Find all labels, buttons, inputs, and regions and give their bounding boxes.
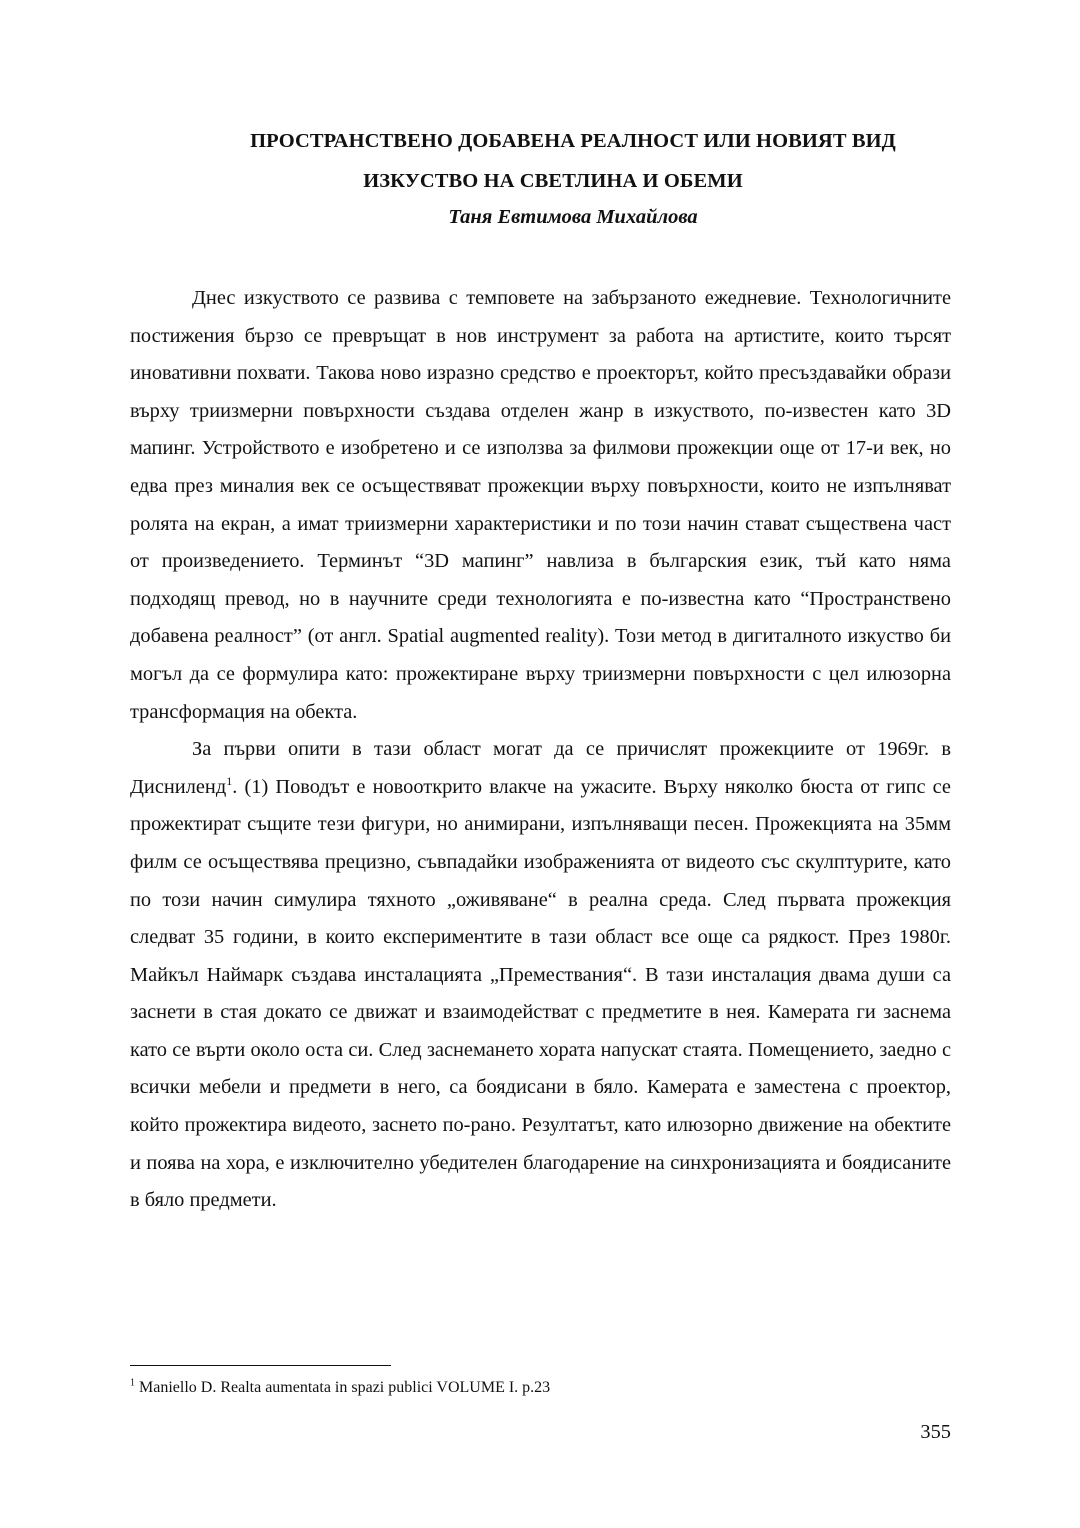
paragraph-2-text-end: . (1) Поводът е новооткрито влакче на ужасите. Върху няколко бюста от гипс се прожектират същите тези фигури, но анимирани, изпълняващи песен. Прожекцията на 35мм филм се осъществява прецизно, съвпадайки изображенията от видеото със скулптурите, като по този начин симулира тяхното „оживяване“ в реална среда. След първата прожекция следват 35 години, в които експериментите в тази област все още са рядкост. През 1980г. Майкъл Наймарк създава инсталацията „Премествания“. В тази инсталация двама души са заснети в стая докато се движат и взаимодействат с предметите в нея. Камерата ги заснема като се върти около оста си. След заснемането хората напускат стаята. Помещението, заедно с всички мебели и предмети в него, са боядисани в бяло. Камерата е заместена с проектор, който прожектира видеото, заснето по-рано. Резултатът, като илюзорно движение на обектите и поява на хора, е изключително убедителен благодарение на синхронизацията и боядисаните в бяло предмети. bbox=[130, 775, 951, 1212]
body-text bbox=[130, 280, 951, 1220]
paper-title-line-1: ПРОСТРАНСТВЕНО ДОБАВЕНА РЕАЛНОСТ ИЛИ НОВИЯТ ВИД bbox=[250, 130, 896, 152]
footnote-separator bbox=[130, 1365, 391, 1366]
author-name: Таня Евтимова Михайлова bbox=[448, 206, 698, 228]
page-number: 355 bbox=[920, 1421, 951, 1443]
footnote bbox=[130, 1377, 550, 1399]
footnote-reference[interactable]: 1 bbox=[226, 773, 233, 788]
paragraph-1: Днес изкуството се развива с темповете на забързаното ежедневие. Технологичните постижения бързо се превръщат в нов инструмент за работа на артистите, които търсят иновативни похвати. Такова ново изразно средство е проекторът, който пресъздавайки образи върху триизмерни повърхности създава отделен жанр в изкуството, по-известен като 3D мапинг. Устройството е изобретено и се използва за филмови прожекции още от 17-и век, но едва през миналия век се осъществяват прожекции върху повърхности, които не изпълняват ролята на екран, а имат триизмерни характеристики и по този начин стават съществена част от произведението. Терминът “3D мапинг” навлиза в българския език, тъй като няма подходящ превод, но в научните среди технологията е по-известна като “Пространствено добавена реалност” (от англ. Spatial augmented reality). Този метод в дигиталното изкуство би могъл да се формулира като: прожектиране върху триизмерни повърхности с цел илюзорна трансформация на обекта. bbox=[130, 287, 951, 723]
footnote-number: 1 bbox=[130, 1377, 135, 1389]
paper-title-line-2: ИЗКУСТВО НА СВЕТЛИНА И ОБЕМИ bbox=[363, 170, 743, 192]
paragraph-2 bbox=[130, 731, 951, 1220]
footnote-text: Maniello D. Realta aumentata in spazi publici VOLUME I. p.23 bbox=[135, 1379, 551, 1396]
paragraph-2-text-start: За първи опити в тази област могат да се причислят прожекциите от 1969г. в Дисниленд bbox=[130, 738, 951, 798]
